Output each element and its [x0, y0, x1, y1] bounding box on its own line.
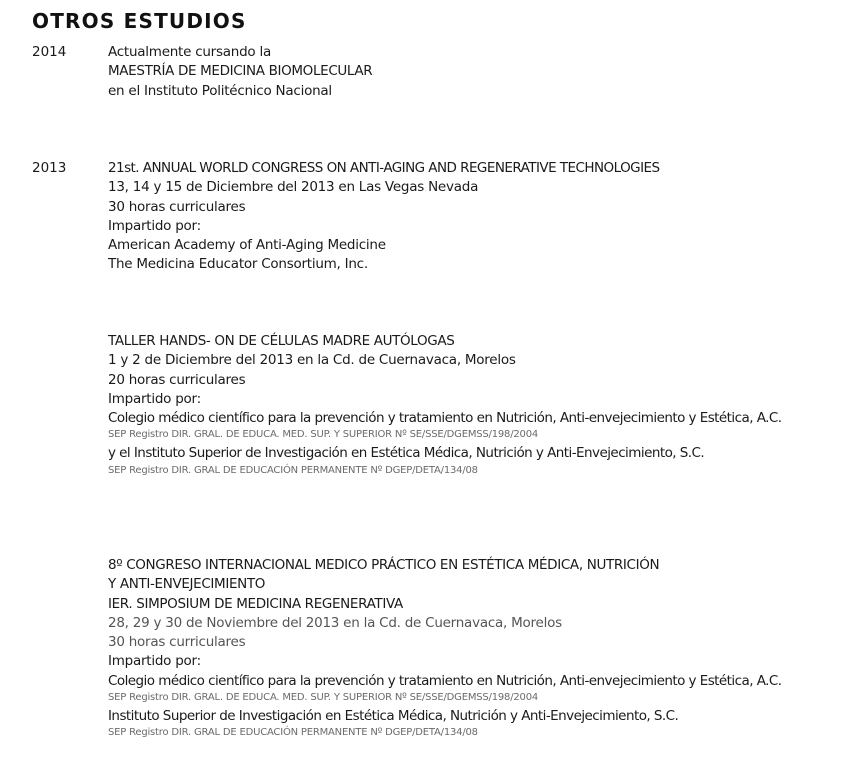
entry-organizer: American Academy of Anti-Aging Medicine	[108, 237, 386, 254]
entry-title-continued: Y ANTI-ENVEJECIMIENTO	[108, 576, 266, 593]
entry-title: TALLER HANDS- ON DE CÉLULAS MADRE AUTÓLOGAS	[108, 333, 455, 349]
entry-intro: Actualmente cursando la	[108, 44, 271, 60]
entry-organizer: The Medicina Educator Consortium, Inc.	[108, 256, 368, 273]
entry-dates: 1 y 2 de Diciembre del 2013 en la Cd. de Cuernavaca, Morelos	[108, 352, 516, 369]
entry-organizer: y el Instituto Superior de Investigación en Estética Médica, Nutrición y Anti-Envejecimiento, S.C.	[108, 445, 705, 462]
entry-registration: SEP Registro DIR. GRAL DE EDUCACIÓN PERMANENTE Nº DGEP/DETA/134/08	[108, 727, 478, 739]
entry-dates: 28, 29 y 30 de Noviembre del 2013 en la Cd. de Cuernavaca, Morelos	[108, 614, 562, 631]
entry-hours: 20 horas curriculares	[108, 371, 246, 388]
entry-imparted-label: Impartido por:	[108, 217, 201, 234]
entry-content	[108, 556, 843, 742]
entry-hours: 30 horas curriculares	[108, 634, 246, 651]
entry-hours: 30 horas curriculares	[108, 198, 246, 215]
entry-content	[108, 159, 843, 275]
entry-year: 2013	[32, 160, 67, 176]
entry-registration: SEP Registro DIR. GRAL. DE EDUCA. MED. SUP. Y SUPERIOR Nº SE/SSE/DGEMSS/198/2004	[108, 429, 539, 441]
entry-content	[108, 43, 843, 101]
entry-program: MAESTRÍA DE MEDICINA BIOMOLECULAR	[108, 63, 373, 80]
page-title: OTROS ESTUDIOS	[32, 9, 247, 33]
entry-organizer: Colegio médico científico para la prevención y tratamiento en Nutrición, Anti-envejecimiento y Estética, A.C.	[108, 410, 782, 427]
entry-content	[108, 332, 843, 480]
entry-organizer: Instituto Superior de Investigación en Estética Médica, Nutrición y Anti-Envejecimiento, S.C.	[108, 708, 679, 725]
entry-imparted-label: Impartido por:	[108, 653, 201, 670]
entry-year: 2014	[32, 44, 67, 60]
entry-title: 8º CONGRESO INTERNACIONAL MEDICO PRÁCTICO EN ESTÉTICA MÉDICA, NUTRICIÓN	[108, 557, 660, 573]
entry-dates: 13, 14 y 15 de Diciembre del 2013 en Las Vegas Nevada	[108, 179, 479, 196]
entry-title: 21st. ANNUAL WORLD CONGRESS ON ANTI-AGING AND REGENERATIVE TECHNOLOGIES	[108, 160, 660, 176]
entry-registration: SEP Registro DIR. GRAL. DE EDUCA. MED. SUP. Y SUPERIOR Nº SE/SSE/DGEMSS/198/2004	[108, 692, 539, 704]
entry-imparted-label: Impartido por:	[108, 390, 201, 407]
entry-subtitle: IER. SIMPOSIUM DE MEDICINA REGENERATIVA	[108, 595, 403, 612]
entry-institution: en el Instituto Politécnico Nacional	[108, 82, 332, 99]
entry-organizer: Colegio médico científico para la prevención y tratamiento en Nutrición, Anti-envejecimiento y Estética, A.C.	[108, 672, 782, 689]
entry-registration: SEP Registro DIR. GRAL DE EDUCACIÓN PERMANENTE Nº DGEP/DETA/134/08	[108, 464, 478, 476]
